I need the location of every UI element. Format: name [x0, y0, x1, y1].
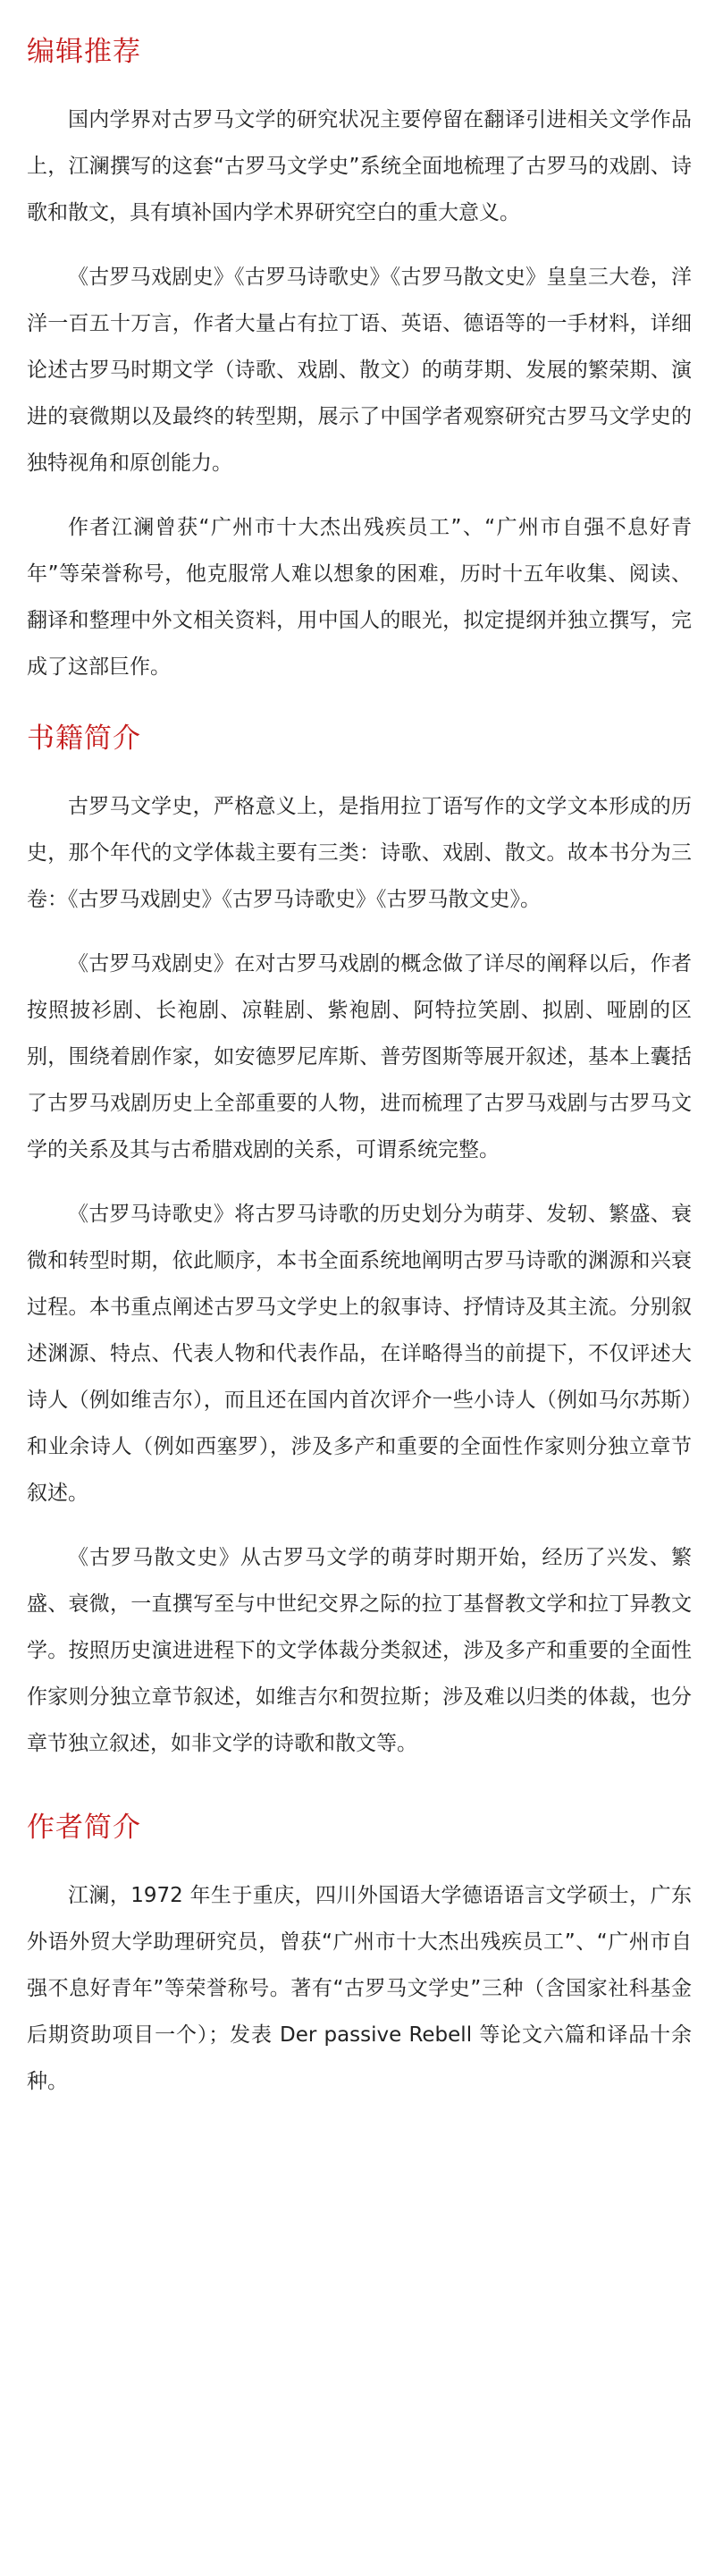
- paragraph: 古罗马文学史，严格意义上，是指用拉丁语写作的文学文本形成的历史，那个年代的文学体裁主要有三类：诗歌、戏剧、散文。故本书分为三卷：《古罗马戏剧史》《古罗马诗歌史》《古罗马散文史》。: [27, 795, 692, 911]
- paragraph: 作者江澜曾获“广州市十大杰出残疾员工”、“广州市自强不息好青年”等荣誉称号，他克服常人难以想象的困难，历时十五年收集、阅读、翻译和整理中外文相关资料，用中国人的眼光，拟定提纲并独立撰写，完成了这部巨作。: [27, 516, 692, 679]
- paragraph: 国内学界对古罗马文学的研究状况主要停留在翻译引进相关文学作品上，江澜撰写的这套“古罗马文学史”系统全面地梳理了古罗马的戏剧、诗歌和散文，具有填补国内学术界研究空白的重大意义。: [27, 108, 692, 224]
- book-introduction-section: [27, 719, 692, 1767]
- editor-recommendation-section: [27, 32, 692, 690]
- section-title-editor-recommendation: 编辑推荐: [27, 36, 141, 68]
- paragraph: 《古罗马散文史》从古罗马文学的萌芽时期开始，经历了兴发、繁盛、衰微，一直撰写至与中世纪交界之际的拉丁基督教文学和拉丁异教文学。按照历史演进进程下的文学体裁分类叙述，涉及多产和重要的全面性作家则分独立章节叙述，如维吉尔和贺拉斯；涉及难以归类的体裁，也分章节独立叙述，如非文学的诗歌和散文等。: [27, 1546, 692, 1755]
- section-title-author-introduction: 作者简介: [27, 1812, 141, 1844]
- section-title-book-introduction: 书籍简介: [27, 722, 141, 755]
- paragraph: 《古罗马戏剧史》《古罗马诗歌史》《古罗马散文史》皇皇三大卷，洋洋一百五十万言，作者大量占有拉丁语、英语、德语等的一手材料，详细论述古罗马时期文学（诗歌、戏剧、散文）的萌芽期、发展的繁荣期、演进的衰微期以及最终的转型期，展示了中国学者观察研究古罗马文学史的独特视角和原创能力。: [27, 266, 692, 475]
- paragraph: 《古罗马诗歌史》将古罗马诗歌的历史划分为萌芽、发轫、繁盛、衰微和转型时期，依此顺序，本书全面系统地阐明古罗马诗歌的渊源和兴衰过程。本书重点阐述古罗马文学史上的叙事诗、抒情诗及其主流。分别叙述渊源、特点、代表人物和代表作品，在详略得当的前提下，不仅评述大诗人（例如维吉尔），而且还在国内首次评介一些小诗人（例如马尔苏斯）和业余诗人（例如西塞罗），涉及多产和重要的全面性作家则分独立章节叙述。: [27, 1203, 692, 1505]
- paragraph: 江澜，1972 年生于重庆，四川外国语大学德语语言文学硕士，广东外语外贸大学助理研究员，曾获“广州市十大杰出残疾员工”、“广州市自强不息好青年”等荣誉称号。著有“古罗马文学史”三种（含国家社科基金后期资助项目一个）；发表 Der passive Rebell 等论文六篇和译品十余种。: [27, 1884, 692, 2093]
- author-introduction-section: [27, 1808, 692, 2105]
- paragraph: 《古罗马戏剧史》在对古罗马戏剧的概念做了详尽的阐释以后，作者按照披衫剧、长袍剧、凉鞋剧、紫袍剧、阿特拉笑剧、拟剧、哑剧的区别，围绕着剧作家，如安德罗尼库斯、普劳图斯等展开叙述，基本上囊括了古罗马戏剧历史上全部重要的人物，进而梳理了古罗马戏剧与古罗马文学的关系及其与古希腊戏剧的关系，可谓系统完整。: [27, 952, 692, 1161]
